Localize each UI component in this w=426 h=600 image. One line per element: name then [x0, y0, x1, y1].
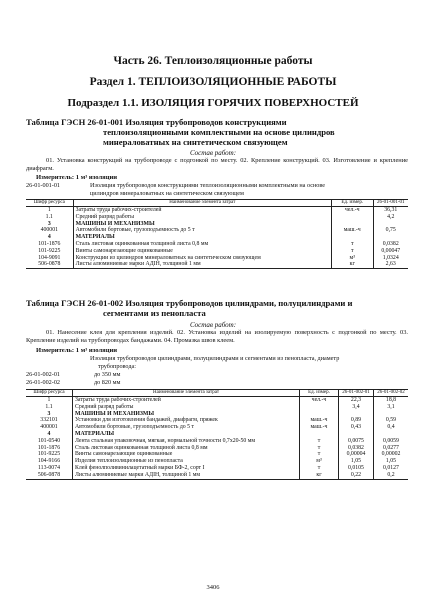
- table-row: [26, 261, 408, 268]
- table-row: [26, 248, 408, 255]
- resource-unit: т: [300, 451, 339, 458]
- resource-unit: [331, 221, 373, 228]
- resource-unit: т: [300, 438, 339, 445]
- table2-desc-line1: Изоляция трубопроводов цилиндрами, полуцилиндрами и сегментами из пенопласта, диаметр: [90, 355, 340, 362]
- resource-value: 0,0105: [339, 465, 374, 472]
- table2-code-2: 26-01-002-02: [26, 379, 61, 386]
- resource-value: 0,0277: [383, 444, 399, 451]
- table1-composition-label: Состав работ:: [189, 149, 237, 157]
- resource-value: 3,4: [339, 404, 374, 411]
- table2-title: [26, 298, 406, 318]
- resource-value: 0,2: [374, 472, 409, 479]
- table1-title: [26, 117, 406, 147]
- table1-header-v1: 26-01-001-01: [373, 200, 408, 207]
- resource-unit: [300, 411, 339, 418]
- resource-name: Затраты труда рабочих-строителей: [73, 207, 331, 214]
- table2-code-1: 26-01-002-01: [26, 371, 61, 378]
- resource-code: 101-9225: [26, 451, 73, 458]
- table1-header-row: [26, 200, 408, 207]
- resource-code: 4: [26, 431, 73, 438]
- resource-unit: маш.-ч: [331, 227, 373, 234]
- resource-unit: т: [300, 445, 339, 452]
- table-row: [26, 445, 408, 452]
- table1-measure: Измеритель: 1 м³ изоляции: [36, 174, 118, 181]
- resource-code: 104-9091: [26, 255, 73, 262]
- table2-header-v2: 26-01-002-02: [374, 390, 409, 397]
- resource-value: 2,63: [373, 261, 408, 268]
- table2-title-line2: сегментами из пенопласта: [103, 308, 206, 318]
- resource-value: 18,8: [385, 397, 397, 403]
- table1-header-name: Наименование элемента затрат: [73, 200, 331, 207]
- table-row: [26, 424, 408, 431]
- subsection-title: Подраздел 1.1. ИЗОЛЯЦИЯ ГОРЯЧИХ ПОВЕРХНОСТЕЙ: [67, 97, 359, 109]
- resource-unit: м³: [300, 458, 339, 465]
- resource-name: МАШИНЫ И МЕХАНИЗМЫ: [73, 411, 300, 418]
- resource-unit: чел.-ч: [300, 397, 339, 404]
- table2-header-name: Наименование элемента затрат: [73, 390, 300, 397]
- resource-name: Затраты труда рабочих-строителей: [73, 397, 300, 404]
- resource-code: 400001: [26, 227, 73, 234]
- resource-name: Средний разряд работы: [73, 214, 331, 221]
- table2-desc: [90, 355, 410, 371]
- resource-name: Листы алюминиевые марки АДIН, толщиной 1 мм: [73, 261, 331, 268]
- resource-unit: т: [331, 248, 373, 255]
- resource-value: 0,75: [385, 227, 396, 234]
- resource-code: 4: [26, 234, 73, 241]
- table2-code-1-desc: до 350 мм: [94, 371, 121, 378]
- resource-value: 3,1: [387, 403, 395, 410]
- table-row: [26, 234, 408, 241]
- resource-name: Винты самонарезающие оцинкованные: [73, 248, 331, 255]
- resource-name: Сталь листовая оцинкованная толщиной листа 0,8 мм: [73, 445, 300, 452]
- resource-code: 3: [26, 221, 73, 228]
- resource-unit: т: [331, 241, 373, 248]
- table-row: [26, 472, 408, 479]
- resource-unit: маш.-ч: [300, 424, 339, 431]
- resource-value: 36,31: [384, 207, 398, 213]
- table-row: [26, 214, 408, 221]
- resource-unit: маш.-ч: [300, 417, 339, 424]
- resource-name: Винты самонарезающие оцинкованные: [73, 451, 300, 458]
- table1-title-line2: теплоизоляционными комплектными на основе цилиндров: [103, 127, 335, 137]
- resource-value: 0,0127: [383, 464, 399, 471]
- resource-code: 101-9225: [26, 248, 73, 255]
- resource-name: Изделия теплоизоляционные из пенопласта: [73, 458, 300, 465]
- resource-code: 101-1876: [26, 445, 73, 452]
- resource-code: 1.1: [26, 214, 73, 221]
- table2-header-code: Шифр ресурса: [26, 390, 73, 397]
- resource-code: 1: [26, 397, 73, 404]
- table1-header-unit: Ед. измер.: [331, 200, 373, 207]
- table1-title-line3: минераловатных на синтетическом связующем: [103, 137, 288, 147]
- resource-name: Листы алюминиевые марки АДIН, толщиной 1 мм: [73, 472, 300, 479]
- resource-value: 0,0382: [339, 445, 374, 452]
- table1-title-line1: Таблица ГЭСН 26-01-001 Изоляция трубопроводов конструкциями: [26, 117, 287, 127]
- resource-value: 1,0324: [382, 254, 399, 261]
- resource-unit: т: [300, 465, 339, 472]
- resource-value: [373, 221, 408, 228]
- table-row: [26, 458, 408, 465]
- resource-value: [374, 411, 409, 418]
- table-row: [26, 438, 408, 445]
- table-row: [26, 404, 408, 411]
- table2-desc-line2: трубопровода:: [98, 362, 136, 370]
- resource-unit: м³: [331, 255, 373, 262]
- resource-value: 0,4: [387, 424, 395, 431]
- resource-code: 3: [26, 411, 73, 418]
- resource-name: МАШИНЫ И МЕХАНИЗМЫ: [73, 221, 331, 228]
- table-row: [26, 207, 408, 214]
- resource-value: 22,3: [339, 397, 374, 404]
- table1-code-desc-line2: цилиндров минераловатных на синтетическом связующем: [90, 189, 244, 197]
- table1-code: 26-01-001-01: [26, 182, 61, 189]
- resource-value: 0,00047: [381, 247, 401, 254]
- table-row: [26, 397, 408, 404]
- resource-code: 1: [26, 207, 73, 214]
- table1-code-desc: [90, 182, 410, 198]
- resource-value: 4,2: [387, 213, 395, 220]
- resource-code: 506-0878: [26, 472, 73, 479]
- table1-composition-text: 01. Установка конструкций на трубопроводе с подгонкой по месту. 02. Крепление конструкций. 03. Изготовление и крепление диафрагм.: [26, 157, 408, 172]
- resource-code: 1.1: [26, 404, 73, 411]
- table2-resources: [26, 389, 408, 480]
- resource-value: 1,05: [385, 458, 397, 465]
- resource-name: Сталь листовая оцинкованная толщиной листа 0,8 мм: [73, 241, 331, 248]
- resource-code: 113-0074: [26, 465, 73, 472]
- table-row: [26, 431, 408, 438]
- resource-value: 0,59: [385, 417, 397, 424]
- section-title: Раздел 1. ТЕПЛОИЗОЛЯЦИОННЫЕ РАБОТЫ: [89, 76, 337, 88]
- resource-value: 1,05: [339, 458, 374, 465]
- resource-name: МАТЕРИАЛЫ: [73, 234, 331, 241]
- resource-unit: [331, 214, 373, 221]
- resource-name: МАТЕРИАЛЫ: [73, 431, 300, 438]
- table2-composition-text: 01. Нанесение клея для крепления изделий. 02. Установка изделий на изолируемую поверхность с подгонкой по месту. 03. Крепление изделий на трубопроводах бандажами. 04. Промазка швов клеем.: [26, 329, 408, 344]
- resource-value: [339, 411, 374, 418]
- resource-value: 0,0075: [339, 438, 374, 445]
- table1-resources: [26, 199, 408, 269]
- table-row: [26, 451, 408, 458]
- table-row: [26, 241, 408, 248]
- table1-code-desc-line1: Изоляция трубопроводов конструкциями теплоизоляционными комплектными на основе: [90, 182, 325, 189]
- table-row: [26, 465, 408, 472]
- table2-header-unit: Ед. измер.: [300, 390, 339, 397]
- table2-code-2-desc: до 820 мм: [94, 379, 121, 386]
- table2-measure: Измеритель: 1 м³ изоляции: [36, 347, 118, 354]
- resource-value: [374, 431, 409, 438]
- resource-unit: [331, 234, 373, 241]
- table2-composition-label: Состав работ:: [189, 321, 237, 329]
- resource-name: Автомобили бортовые, грузоподъемность до 5 т: [73, 424, 300, 431]
- resource-code: 506-0878: [26, 261, 73, 268]
- resource-code: 101-1876: [26, 241, 73, 248]
- resource-code: 400001: [26, 424, 73, 431]
- resource-name: Клей фенолполивинилацетатный марки БФ-2, сорт I: [73, 465, 300, 472]
- resource-value: 0,43: [339, 424, 374, 431]
- resource-name: Конструкции из цилиндров минераловатных на синтетическом связующем: [73, 255, 331, 262]
- table1-header-code: Шифр ресурса: [26, 200, 73, 207]
- resource-value: 0,89: [339, 417, 374, 424]
- table2-header-row: [26, 390, 408, 397]
- resource-value: 0,00004: [339, 451, 374, 458]
- resource-code: 101-0540: [26, 438, 73, 445]
- resource-value: 0,0059: [383, 437, 399, 444]
- resource-unit: кг: [300, 472, 339, 479]
- page-number: 3406: [206, 584, 220, 591]
- resource-code: 104-9166: [26, 458, 73, 465]
- resource-unit: [300, 404, 339, 411]
- resource-name: Средний разряд работы: [73, 404, 300, 411]
- resource-unit: чел.-ч: [331, 207, 373, 214]
- resource-unit: [300, 431, 339, 438]
- resource-unit: кг: [331, 261, 373, 268]
- resource-value: [373, 234, 408, 241]
- table2-title-line1: Таблица ГЭСН 26-01-002 Изоляция трубопроводов цилиндрами, полуцилиндрами и: [26, 298, 353, 308]
- part-title: Часть 26. Теплоизоляционные работы: [113, 55, 313, 67]
- table-row: [26, 227, 408, 234]
- resource-value: 0,22: [339, 472, 374, 479]
- resource-value: [339, 431, 374, 438]
- resource-value: 0,00002: [381, 451, 401, 458]
- resource-name: Автомобили бортовые, грузоподъемность до 5 т: [73, 227, 331, 234]
- resource-code: 332101: [26, 417, 73, 424]
- resource-name: Установки для изготовления бандажей, диафрагм, пряжек: [73, 417, 300, 424]
- resource-name: Лента стальная упаковочная, мягкая, нормальной точности 0,7х20-50 мм: [73, 438, 300, 445]
- table2-header-v1: 26-01-002-01: [339, 390, 374, 397]
- resource-value: 0,0382: [382, 240, 399, 247]
